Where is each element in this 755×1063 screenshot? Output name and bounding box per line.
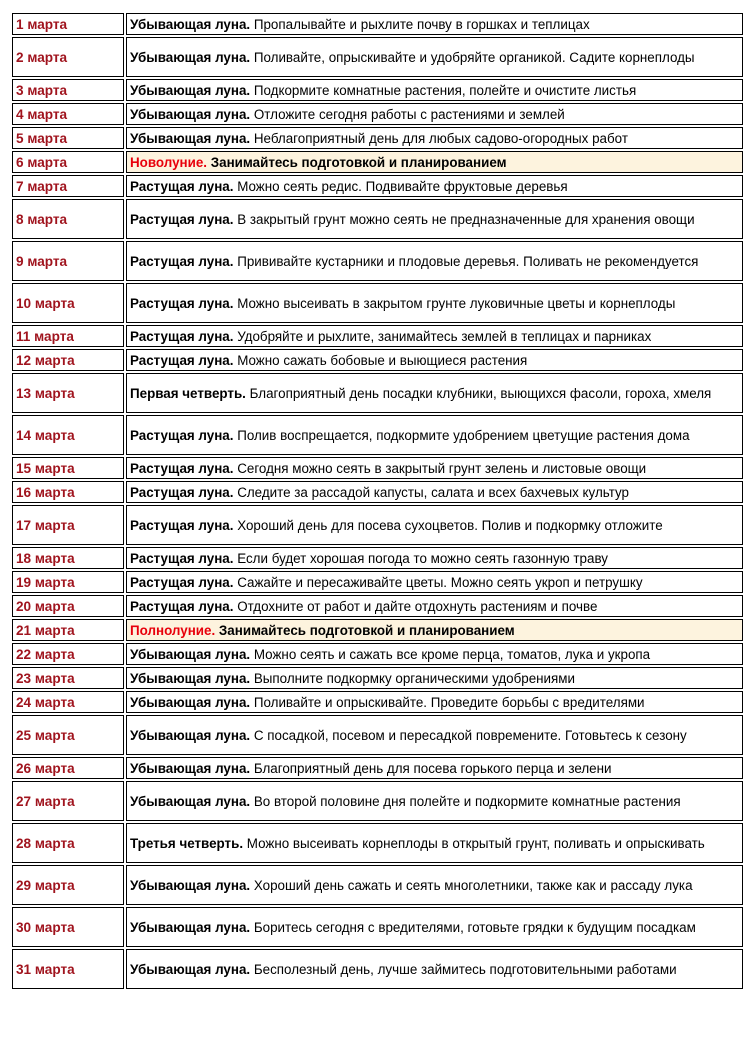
date-cell: 31 марта [12,949,124,989]
moon-phase-label: Растущая луна. [130,352,234,368]
moon-phase-label: Растущая луна. [130,253,234,269]
description-cell [126,79,743,101]
table-row [12,547,743,569]
description-cell [126,373,743,413]
date-cell: 9 марта [12,241,124,281]
date-cell: 1 марта [12,13,124,35]
moon-phase-label: Полнолуние. [130,622,216,638]
advice-text: Неблагоприятный день для любых садово-огородных работ [253,130,628,146]
table-row [12,457,743,479]
advice-text: Хороший день сажать и сеять многолетники, также как и рассаду лука [253,877,693,893]
date-cell: 14 марта [12,415,124,455]
moon-phase-label: Убывающая луна. [130,646,251,662]
date-cell: 21 марта [12,619,124,641]
advice-text: Боритесь сегодня с вредителями, готовьте грядки к будущим посадкам [253,919,696,935]
table-row [12,571,743,593]
moon-phase-label: Убывающая луна. [130,961,251,977]
description-cell [126,949,743,989]
date-cell: 18 марта [12,547,124,569]
advice-text: Во второй половине дня полейте и подкормите комнатные растения [253,793,681,809]
table-row [12,715,743,755]
advice-text: Можно высеивать в закрытом грунте луковичные цветы и корнеплоды [237,295,676,311]
moon-phase-label: Растущая луна. [130,550,234,566]
description-cell [126,103,743,125]
table-row [12,79,743,101]
table-row [12,823,743,863]
moon-phase-label: Убывающая луна. [130,16,251,32]
table-row [12,907,743,947]
description-cell [126,505,743,545]
moon-phase-label: Убывающая луна. [130,82,251,98]
date-cell: 25 марта [12,715,124,755]
description-cell [126,643,743,665]
description-cell [126,457,743,479]
description-cell [126,595,743,617]
moon-phase-label: Растущая луна. [130,295,234,311]
date-cell: 3 марта [12,79,124,101]
table-row [12,865,743,905]
description-cell [126,13,743,35]
advice-text: Поливайте и опрыскивайте. Проведите борьбы с вредителями [253,694,645,710]
advice-text: Занимайтесь подготовкой и планированием [210,154,507,170]
advice-text: Бесполезный день, лучше займитесь подготовительными работами [253,961,677,977]
advice-text: Можно высеивать корнеплоды в открытый грунт, поливать и опрыскивать [246,835,705,851]
moon-phase-label: Растущая луна. [130,574,234,590]
date-cell: 12 марта [12,349,124,371]
advice-text: Пропалывайте и рыхлите почву в горшках и теплицах [253,16,590,32]
date-cell: 4 марта [12,103,124,125]
table-row [12,283,743,323]
date-cell: 19 марта [12,571,124,593]
moon-phase-label: Растущая луна. [130,178,234,194]
date-cell: 10 марта [12,283,124,323]
description-cell [126,415,743,455]
table-row [12,505,743,545]
description-cell [126,325,743,347]
advice-text: Полив воспрещается, подкормите удобрением цветущие растения дома [237,427,690,443]
table-row [12,619,743,641]
moon-phase-label: Убывающая луна. [130,49,251,65]
table-row [12,757,743,779]
advice-text: С посадкой, посевом и пересадкой повремените. Готовьтесь к сезону [253,727,687,743]
date-cell: 30 марта [12,907,124,947]
advice-text: Поливайте, опрыскивайте и удобряйте органикой. Садите корнеплоды [253,49,695,65]
date-cell: 6 марта [12,151,124,173]
table-row [12,103,743,125]
moon-phase-label: Третья четверть. [130,835,244,851]
description-cell [126,907,743,947]
advice-text: Отдохните от работ и дайте отдохнуть растениям и почве [237,598,598,614]
table-row [12,691,743,713]
moon-phase-label: Убывающая луна. [130,760,251,776]
moon-phase-label: Убывающая луна. [130,106,251,122]
table-row [12,643,743,665]
date-cell: 13 марта [12,373,124,413]
description-cell [126,127,743,149]
date-cell: 16 марта [12,481,124,503]
date-cell: 8 марта [12,199,124,239]
advice-text: Выполните подкормку органическими удобрениями [253,670,575,686]
table-row [12,481,743,503]
date-cell: 27 марта [12,781,124,821]
description-cell [126,283,743,323]
advice-text: Прививайте кустарники и плодовые деревья. Поливать не рекомендуется [237,253,699,269]
table-row [12,37,743,77]
description-cell [126,151,743,173]
date-cell: 11 марта [12,325,124,347]
table-row [12,349,743,371]
advice-text: Сажайте и пересаживайте цветы. Можно сеять укроп и петрушку [237,574,643,590]
description-cell [126,757,743,779]
moon-phase-label: Растущая луна. [130,460,234,476]
advice-text: Благоприятный день для посева горького перца и зелени [253,760,612,776]
advice-text: Сегодня можно сеять в закрытый грунт зелень и листовые овощи [237,460,647,476]
advice-text: Можно сеять и сажать все кроме перца, томатов, лука и укропа [253,646,651,662]
moon-phase-label: Растущая луна. [130,328,234,344]
description-cell [126,619,743,641]
date-cell: 17 марта [12,505,124,545]
moon-phase-label: Растущая луна. [130,598,234,614]
description-cell [126,547,743,569]
date-cell: 5 марта [12,127,124,149]
advice-text: В закрытый грунт можно сеять не предназначенные для хранения овощи [237,211,695,227]
moon-phase-label: Растущая луна. [130,484,234,500]
table-row [12,949,743,989]
description-cell [126,175,743,197]
date-cell: 24 марта [12,691,124,713]
calendar-container [10,11,745,991]
advice-text: Благоприятный день посадки клубники, выющихся фасоли, гороха, хмеля [249,385,712,401]
moon-phase-label: Растущая луна. [130,517,234,533]
table-row [12,325,743,347]
calendar-body [12,13,743,989]
lunar-calendar-table [10,11,745,991]
table-row [12,373,743,413]
date-cell: 22 марта [12,643,124,665]
advice-text: Можно сажать бобовые и выющиеся растения [237,352,528,368]
moon-phase-label: Убывающая луна. [130,130,251,146]
moon-phase-label: Убывающая луна. [130,919,251,935]
table-row [12,781,743,821]
advice-text: Подкормите комнатные растения, полейте и очистите листья [253,82,637,98]
moon-phase-label: Убывающая луна. [130,877,251,893]
date-cell: 7 марта [12,175,124,197]
date-cell: 23 марта [12,667,124,689]
advice-text: Занимайтесь подготовкой и планированием [218,622,515,638]
advice-text: Хороший день для посева сухоцветов. Полив и подкормку отложите [237,517,663,533]
table-row [12,595,743,617]
description-cell [126,667,743,689]
description-cell [126,241,743,281]
table-row [12,667,743,689]
table-row [12,175,743,197]
description-cell [126,691,743,713]
description-cell [126,481,743,503]
advice-text: Удобряйте и рыхлите, занимайтесь землей в теплицах и парниках [237,328,652,344]
advice-text: Следите за рассадой капусты, салата и всех бахчевых культур [237,484,629,500]
moon-phase-label: Растущая луна. [130,211,234,227]
date-cell: 26 марта [12,757,124,779]
moon-phase-label: Убывающая луна. [130,727,251,743]
date-cell: 15 марта [12,457,124,479]
advice-text: Можно сеять редис. Подвивайте фруктовые деревья [237,178,568,194]
description-cell [126,349,743,371]
description-cell [126,571,743,593]
table-row [12,199,743,239]
table-row [12,127,743,149]
description-cell [126,715,743,755]
advice-text: Если будет хорошая погода то можно сеять газонную траву [237,550,608,566]
moon-phase-label: Первая четверть. [130,385,246,401]
moon-phase-label: Новолуние. [130,154,208,170]
description-cell [126,865,743,905]
table-row [12,415,743,455]
moon-phase-label: Убывающая луна. [130,670,251,686]
date-cell: 2 марта [12,37,124,77]
moon-phase-label: Убывающая луна. [130,694,251,710]
advice-text: Отложите сегодня работы с растениями и землей [253,106,565,122]
table-row [12,151,743,173]
date-cell: 29 марта [12,865,124,905]
description-cell [126,823,743,863]
description-cell [126,781,743,821]
table-row [12,241,743,281]
description-cell [126,37,743,77]
moon-phase-label: Убывающая луна. [130,793,251,809]
date-cell: 28 марта [12,823,124,863]
date-cell: 20 марта [12,595,124,617]
moon-phase-label: Растущая луна. [130,427,234,443]
description-cell [126,199,743,239]
table-row [12,13,743,35]
